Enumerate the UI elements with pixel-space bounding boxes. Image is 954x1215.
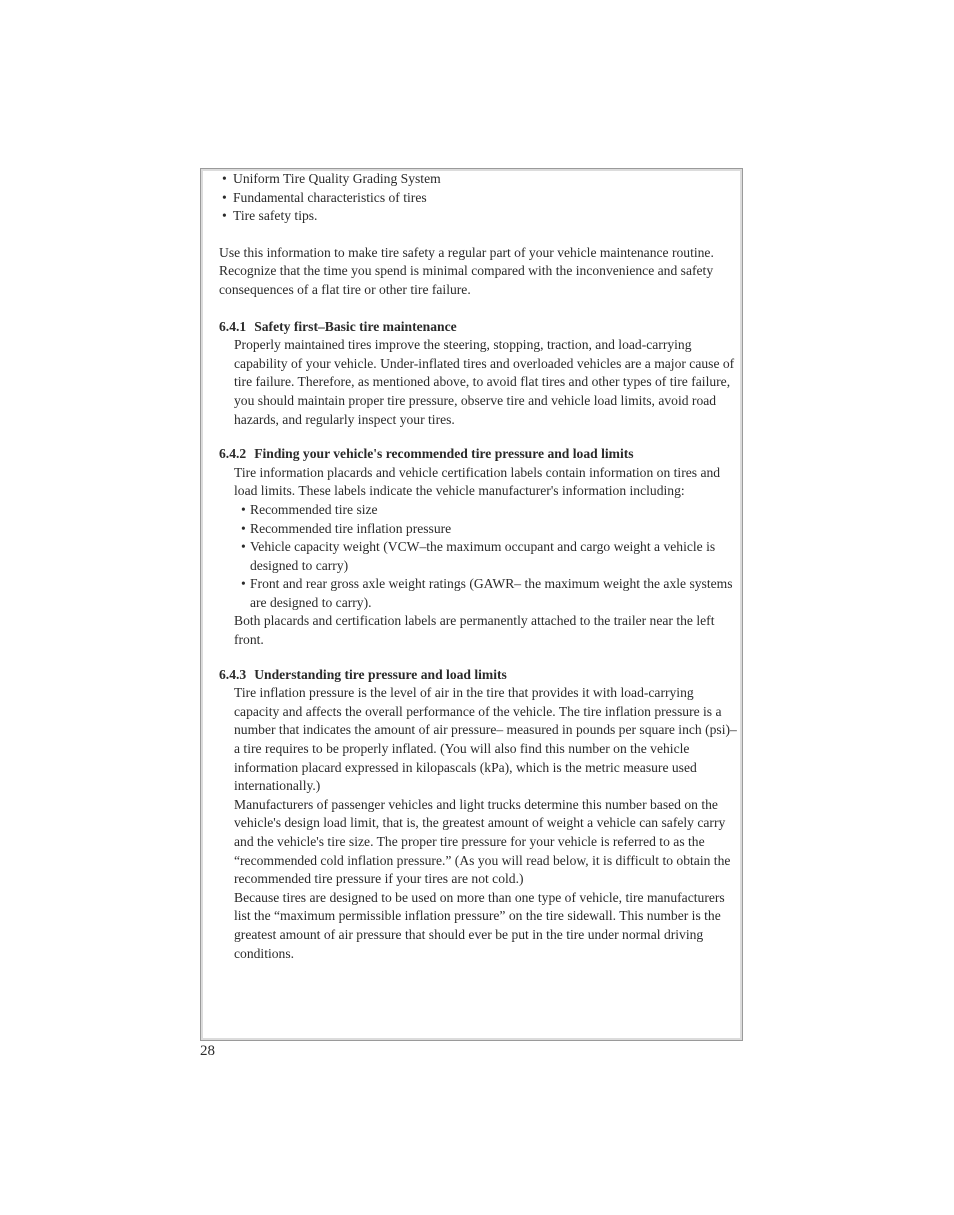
section-title: Understanding tire pressure and load limits [254, 666, 507, 682]
section-paragraph: Because tires are designed to be used on more than one type of vehicle, tire manufacturers list the “maximum permissible inflation pressure” on the tire sidewall. This number is the greatest amount of air pressure that should ever be put in the tire under normal driving conditions. [234, 889, 725, 961]
list-item: • Tire safety tips. [217, 207, 741, 226]
list-item: • Recommended tire size [234, 501, 741, 520]
intro-paragraph: Use this information to make tire safety a regular part of your vehicle maintenance routine. Recognize that the time you spend is minimal compared with the inconvenience and safety consequences of a flat tire or other tire failure. [219, 244, 714, 297]
top-bullet-list [217, 170, 741, 226]
requirement-list [234, 501, 741, 613]
section-paragraph: Properly maintained tires improve the steering, stopping, traction, and load-carrying capability of your vehicle. Under-inflated tires and overloaded vehicles are a major cause of tire failure. Therefore, as mentioned above, to avoid flat tires and other types of tire failure, you should maintain proper tire pressure, observe tire and vehicle load limits, avoid road hazards, and regularly inspect your tires. [234, 337, 735, 427]
list-item: • Recommended tire inflation pressure [234, 520, 741, 539]
page-number: 28 [200, 1043, 215, 1059]
section-paragraph: Manufacturers of passenger vehicles and light trucks determine this number based on the vehicle's design load limit, that is, the greatest amount of weight a vehicle can safely carry and the vehicle's tire size. The proper tire pressure for your vehicle is referred to as the “recommended cold inflation pressure.” (As you will read below, it is difficult to obtain the recommended tire pressure if your tires are not cold.) [234, 796, 731, 887]
section-heading [219, 318, 741, 337]
page-content [219, 170, 741, 963]
section-heading [219, 445, 741, 464]
section-6-4-1 [219, 318, 741, 430]
section-title: Finding your vehicle's recommended tire pressure and load limits [254, 446, 634, 462]
list-item: • Fundamental characteristics of tires [217, 189, 741, 208]
section-number: 6.4.2 [219, 446, 247, 462]
section-paragraph: Tire inflation pressure is the level of air in the tire that provides it with load-carrying capacity and affects the overall performance of the vehicle. The tire inflation pressure is a number that indicates the amount of air pressure– measured in pounds per square inch (psi)–a tire requires to be properly inflated. (You will also find this number on the vehicle information placard expressed in kilopascals (kPa), which is the metric measure used internationally.) [234, 685, 737, 794]
list-item: • Vehicle capacity weight (VCW–the maximum occupant and cargo weight a vehicle is designed to carry) [234, 538, 741, 575]
section-6-4-2 [219, 445, 741, 650]
section-heading [219, 666, 741, 685]
section-number: 6.4.1 [219, 318, 247, 334]
section-number: 6.4.3 [219, 666, 247, 682]
list-item: • Front and rear gross axle weight ratings (GAWR– the maximum weight the axle systems are designed to carry). [234, 575, 741, 612]
section-paragraph: Both placards and certification labels are permanently attached to the trailer near the left front. [234, 613, 715, 648]
section-6-4-3 [219, 666, 741, 964]
list-item: • Uniform Tire Quality Grading System [217, 170, 741, 189]
section-paragraph: Tire information placards and vehicle certification labels contain information on tires and load limits. These labels indicate the vehicle manufacturer's information including: [234, 464, 721, 499]
section-title: Safety first–Basic tire maintenance [254, 318, 457, 334]
